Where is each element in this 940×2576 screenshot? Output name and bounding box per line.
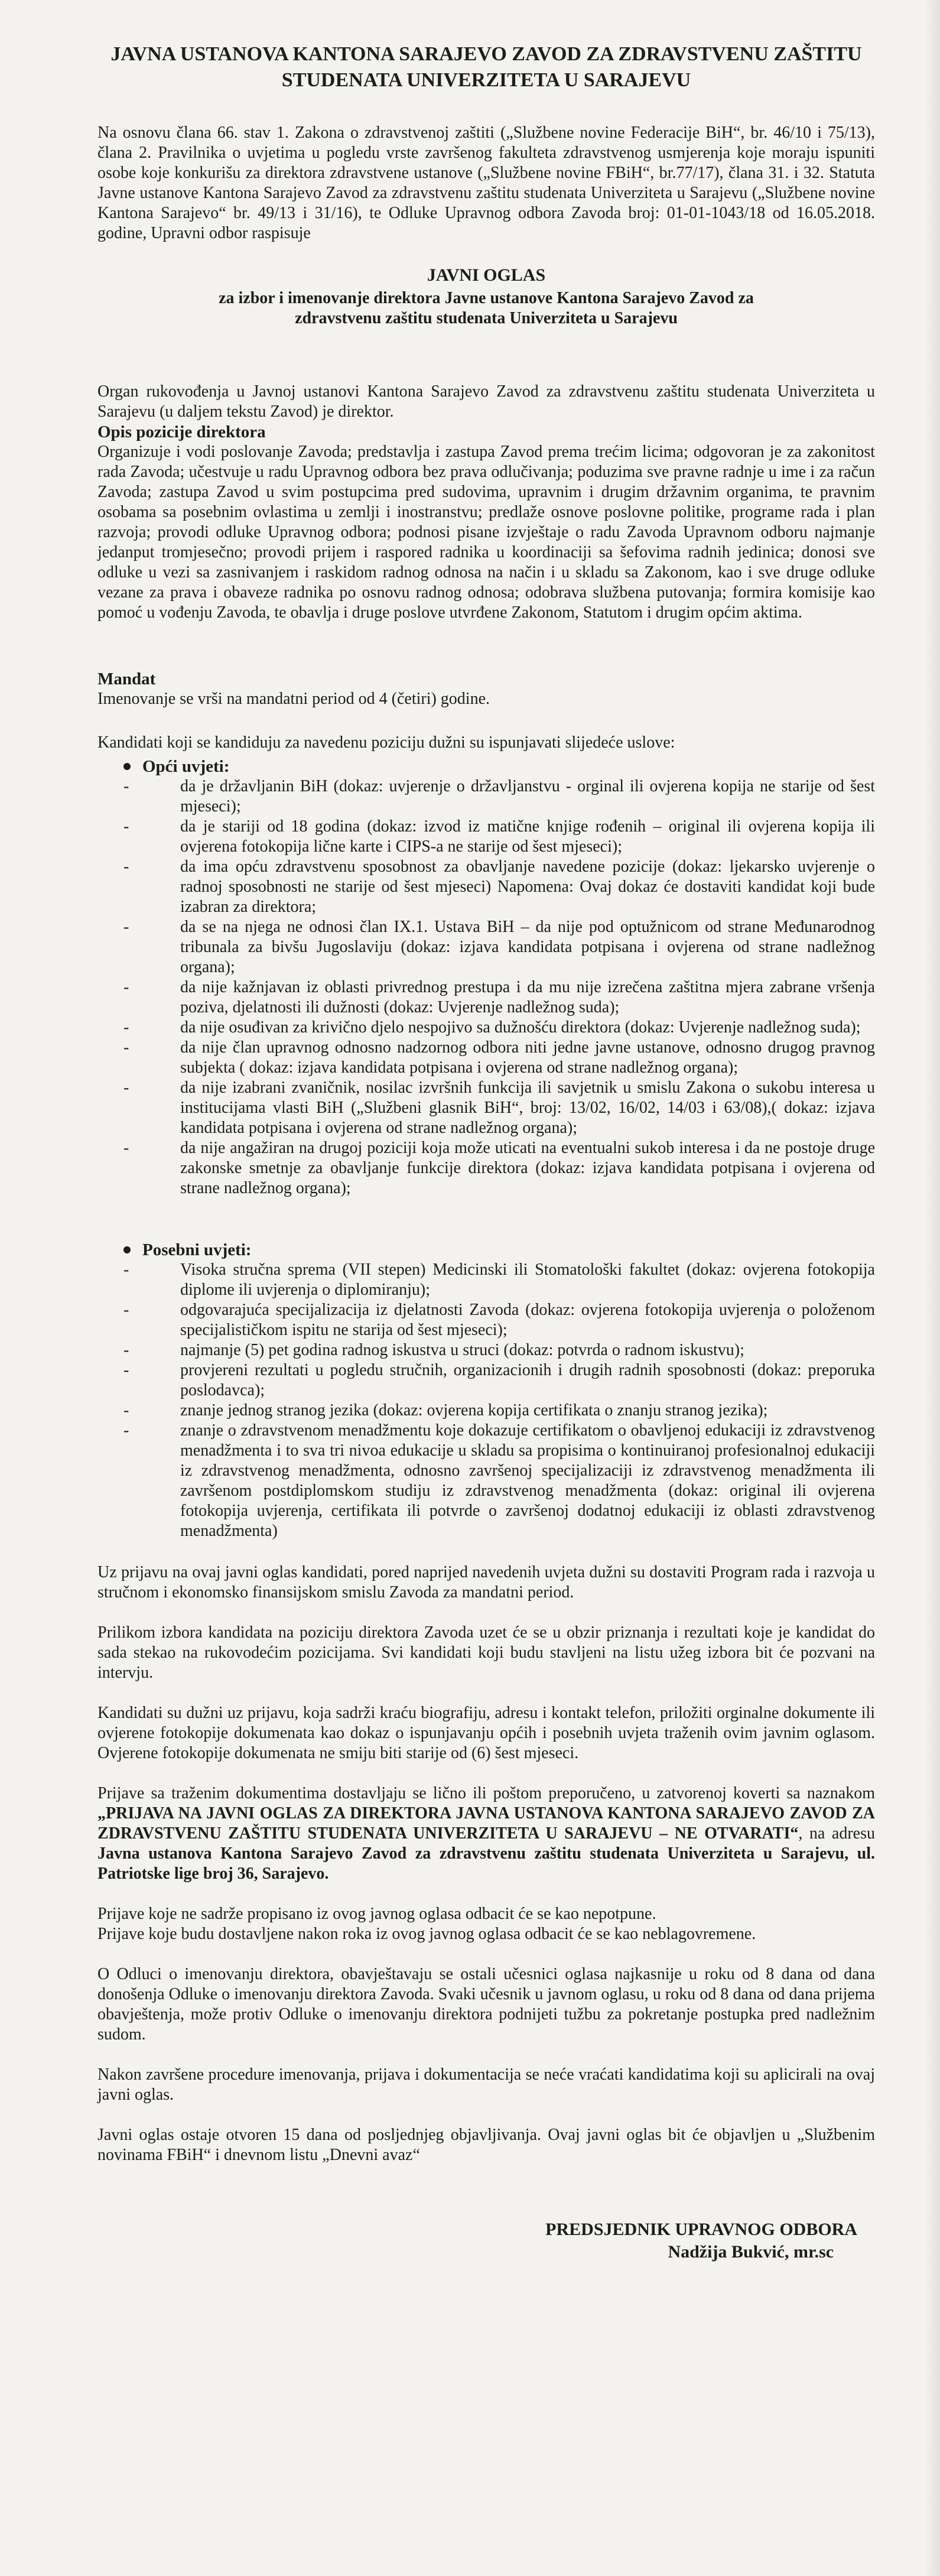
dash-bullet-icon: - [123,857,129,876]
signature-role: PREDSJEDNIK UPRAVNOG ODBORA [545,2220,857,2239]
list-item: - odgovarajuća specijalizacija iz djelatnosti Zavoda (dokaz: ovjerena fotokopija uvjerenja o položenom specijalističkom ispitu ne starija od šest mjeseci); [123,1301,875,1339]
dash-bullet-icon: - [123,777,129,795]
list-item: - da se na njega ne odnosi član IX.1. Ustava BiH – da nije pod optužnicom od strane Međunarodnog tribunala za bivšu Jugoslaviju (dokaz: izjava kandidata potpisana i ovjerena od strane nadležnog organa); [123,918,875,976]
list-item: - da nije osuđivan za krivično djelo nespojivo sa dužnošću direktora (dokaz: Uvjerenje nadležnog suda); [123,1018,861,1037]
intro-paragraph: Na osnovu člana 66. stav 1. Zakona o zdravstvenoj zaštiti („Službene novine Federacije BiH“, br. 46/10 i 75/13), člana 2. Pravilnika o uvjetima u pogledu vrste završenog fakulteta zdravstvenog usmjerenja koje moraju ispuniti osobe koje konkurišu za direktora zdravstvene ustanove („Službene novine FBiH“, br.77/17), člana 31. i 32. Statuta Javne ustanove Kantona Sarajevo Zavod za zdravstvenu zaštitu studenata Univerziteta u Sarajevu („Službene novine Kantona Sarajevo“ br. 49/13 i 31/16), te Odluke Upravnog odbora Zavoda broj: 01-01-1043/18 od 16.05.2018. godine, Upravni odbor raspisuje [97,124,875,242]
dokumentacija-paragraph: Nakon završene procedure imenovanja, prijava i dokumentacija se neće vraćati kandidatima koji su aplicirali na ovaj javni oglas. [97,2065,875,2104]
opis-paragraph: Organizuje i vodi poslovanje Zavoda; predstavlja i zastupa Zavod prema trećim licima; odgovoran je za zakonitost rada Zavoda; učestvuje u radu Upravnog odbora bez prava odlučivanja; poduzima sve pravne radnje u ime i za račun Zavoda; zastupa Zavod u svim postupcima pred sudovima, upravnim i drugim državnim organima, te pravnim osobama sa posebnim ovlastima u zemlji i inostranstvu; predlaže osnove poslovne politike, programe rada i plan razvoja; provodi odluke Upravnog odbora; podnosi pisane izvještaje o radu Zavoda Upravnom odboru najmanje jedanput tromjesečno; provodi prijem i raspored radnika u koordinaciji sa šefovima radnih jedinica; donosi sve odluke u vezi sa zasnivanjem i raskidom radnog odnosa na način i u skladu sa Zakonom, kao i sve druge odluke vezane za prava i obaveze radnika po osnovu radnog odnosa; odobrava službena putovanja; formira komisije kao pomoć u vođenju Zavoda, te obavlja i druge poslove utvrđene Zakonom, Statutom i drugim općim aktima. [97,443,875,622]
dash-bullet-icon: - [123,817,129,836]
dash-bullet-icon: - [123,1018,129,1037]
signature-block [97,2218,875,2263]
dash-bullet-icon: - [123,1261,129,1279]
oglas-subtitle: za izbor i imenovanje direktora Javne ustanove Kantona Sarajevo Zavod za zdravstvenu zaštitu studenata Univerziteta u Sarajevu [219,289,754,327]
odbacivanje-nepotpune: Prijave koje ne sadrže propisano iz ovog javnog oglasa odbacit će se kao nepotpune. [97,1905,656,1923]
dash-bullet-icon: - [123,1079,129,1097]
list-item: - da je državljanin BiH (dokaz: uvjerenje o državljanstvu - orginal ili ovjerena kopija ne starije od šest mjeseci); [123,777,875,816]
prijave-envelope-label: „PRIJAVA NA JAVNI OGLAS ZA DIREKTORA JAVNA USTANOVA KANTONA SARAJEVO ZAVOD ZA ZDRAVSTVENU ZAŠTITU STUDENATA UNIVERZITETA U SARAJEVU – NE OTVARATI“ [97,1804,875,1843]
dash-bullet-icon: - [123,1421,129,1440]
prijave-address: Javna ustanova Kantona Sarajevo Zavod za zdravstvenu zaštitu studenata Univerziteta u Sarajevu, ul. Patriotske lige broj 36, Sarajevo. [97,1844,875,1883]
posebni-uvjeti-heading [123,1240,875,1260]
page-edge-shadow [925,0,940,2576]
dash-bullet-icon: - [123,918,129,936]
dash-bullet-icon: - [123,1361,129,1379]
dash-bullet-icon: - [123,1038,129,1057]
prijave-text-middle: , na adresu [798,1824,875,1843]
list-item: - najmanje (5) pet godina radnog iskustva u struci (dokaz: potvrda o radnom iskustvu); [123,1341,744,1359]
list-item: - da nije član upravnog odnosno nadzornog odbora niti jedne javne ustanove, odnosno drugog pravnog subjekta ( dokaz: izjava kandidata potpisana i ovjerena od strane nadležnog organa); [123,1038,875,1077]
dash-bullet-icon: - [123,1301,129,1319]
list-item: - da nije kažnjavan iz oblasti privrednog prestupa i da mu nije izrečena zaštitna mjera zabrane vršenja poziva, djelatnosti ili dužnosti (dokaz: Uvjerenje nadležnog suda); [123,978,875,1016]
mandat-heading: Mandat [97,670,156,688]
kandidati-intro: Kandidati koji se kandiduju za navedenu poziciju dužni su ispunjavati slijedeće uslove: [97,733,675,752]
list-item: - da nije izabrani zvaničnik, nosilac izvršnih funkcija ili savjetnik u smislu Zakona o sukobu interesa u institucijama vlasti BiH („Službeni glasnik BiH“, broj: 13/02, 16/02, 14/03 i 63/08),( dokaz: izjava kandidata potpisana i ovjerena od strane nadležnog organa); [123,1079,875,1137]
program-paragraph: Uz prijavu na ovaj javni oglas kandidati, pored naprijed navedenih uvjeta dužni su dostaviti Program rada i razvoja u stručnom i ekonomsko finansijskom smislu Zavoda za mandatni period. [97,1563,875,1602]
dokumenti-paragraph: Kandidati su dužni uz prijavu, koja sadrži kraću biografiju, adresu i kontakt telefon, priložiti orginalne dokumente ili ovjerene fotokopije dokumenata kao dokaz o ispunjavanju općih i posebnih uvjeta traženih ovim javnim oglasom. Ovjerene fotokopije dokumenata ne smiju biti starije od (6) šest mjeseci. [97,1704,875,1762]
posebni-uvjeti-list [97,1260,875,1541]
organ-paragraph: Organ rukovođenja u Javnoj ustanovi Kantona Sarajevo Zavod za zdravstvenu zaštitu studenata Univerziteta u Sarajevu (u daljem tekstu Zavod) je direktor. [97,382,875,421]
odbacivanje-neblagovremene: Prijave koje budu dostavljene nakon roka iz ovog javnog oglasa odbacit će se kao neblagovremene. [97,1925,756,1943]
list-item: - da ima opću zdravstvenu sposobnost za obavljanje navedene pozicije (dokaz: ljekarsko uvjerenje o radnoj sposobnosti ne starije od šest mjeseci) Napomena: Ovaj dokaz će dostaviti kandidat koji bude izabran za direktora; [123,857,875,916]
signature-name: Nadžija Bukvić, mr.sc [668,2242,834,2262]
header-line-2: STUDENATA UNIVERZITETA U SARAJEVU [281,69,691,91]
document-header [97,41,875,93]
opci-uvjeti-list [97,777,875,1198]
spacer [97,1541,875,1563]
opci-uvjeti-heading [123,756,875,777]
bullet-dot-icon [123,763,131,770]
spacer [97,1198,875,1240]
dash-bullet-icon: - [123,978,129,996]
posebni-uvjeti-label: Posebni uvjeti: [142,1240,252,1259]
prijave-text-before: Prijave sa traženim dokumentima dostavljaju se lično ili poštom preporučeno, u zatvorenoj koverti sa naznakom [97,1784,875,1802]
list-item: - da nije angažiran na drugoj poziciji koja može uticati na eventualni sukob interesa i da ne postoje druge zakonske smetnje za obavljanje funkcije direktora (dokaz: izjava kandidata potpisana i ovjerena od strane nadležnog organa); [123,1139,875,1197]
list-item: - Visoka stručna sprema (VII stepen) Medicinski ili Stomatološki fakultet (dokaz: ovjerena fotokopija diplome ili uvjerenja o diplomiranju); [123,1261,875,1299]
prijave-paragraph [97,1784,875,1884]
dash-bullet-icon: - [123,1139,129,1157]
oglas-title: JAVNI OGLAS [427,265,546,285]
mandat-paragraph: Imenovanje se vrši na mandatni period od 4 (četiri) godine. [97,690,490,708]
list-item: - znanje jednog stranog jezika (dokaz: ovjerena kopija certifikata o znanju stranog jezika); [123,1401,768,1419]
list-item: - da je stariji od 18 godina (dokaz: izvod iz matične knjige rođenih – original ili ovjerena kopija ili ovjerena fotokopija lične karte i CIPS-a ne starije od šest mjeseci); [123,817,875,856]
dash-bullet-icon: - [123,1341,129,1359]
header-line-1: JAVNA USTANOVA KANTONA SARAJEVO ZAVOD ZA ZDRAVSTVENU ZAŠTITU [110,43,862,65]
opci-uvjeti-label: Opći uvjeti: [142,757,230,776]
odluka-paragraph: O Odluci o imenovanju direktora, obavještavaju se ostali učesnici oglasa najkasnije u roku od 8 dana od dana donošenja Odluke o imenovanju direktora Zavoda. Svaki učesnik u javnom oglasu, u roku od 8 dana od dana prijema obavještenja, može protiv Odluke o imenovanju direktora podnijeti tužbu za pokretanje postupka pred nadležnim sudom. [97,1965,875,2044]
bullet-dot-icon [123,1246,131,1253]
otvoren-paragraph: Javni oglas ostaje otvoren 15 dana od posljednjeg objavljivanja. Ovaj javni oglas bit će objavljen u „Službenim novinama FBiH“ i dnevnom listu „Dnevni avaz“ [97,2126,875,2164]
izbor-paragraph: Prilikom izbora kandidata na poziciju direktora Zavoda uzet će se u obzir priznanja i rezultati koje je kandidat do sada stekao na rukovodećim pozicijama. Svi kandidati koji budu stavljeni na listu užeg izbora bit će pozvani na intervju. [97,1623,875,1682]
dash-bullet-icon: - [123,1401,129,1419]
list-item: - provjereni rezultati u pogledu stručnih, organizacionih i drugih radnih sposobnosti (dokaz: preporuka poslodavca); [123,1361,875,1399]
opis-heading: Opis pozicije direktora [97,423,266,441]
list-item: - znanje o zdravstvenom menadžmentu koje dokazuje certifikatom o obavljenoj edukaciji iz zdravstvenog menadžmenta i to sva tri nivoa edukacije u skladu sa propisima o kontinuiranoj profesionalnoj edukaciji iz zdravstvenog menadžmenta, odnosno završenoj specijalizaciji iz zdravstvenog menadžmenta ili završenom postdiplomskom studiju iz zdravstvenog menadžmenta (dokaz: original ili ovjerena fotokopija uvjerenja, certifikata ili potvrde o završenoj dodatnoj edukaciji iz oblasti zdravstvenog menadžmenta) [123,1421,875,1540]
